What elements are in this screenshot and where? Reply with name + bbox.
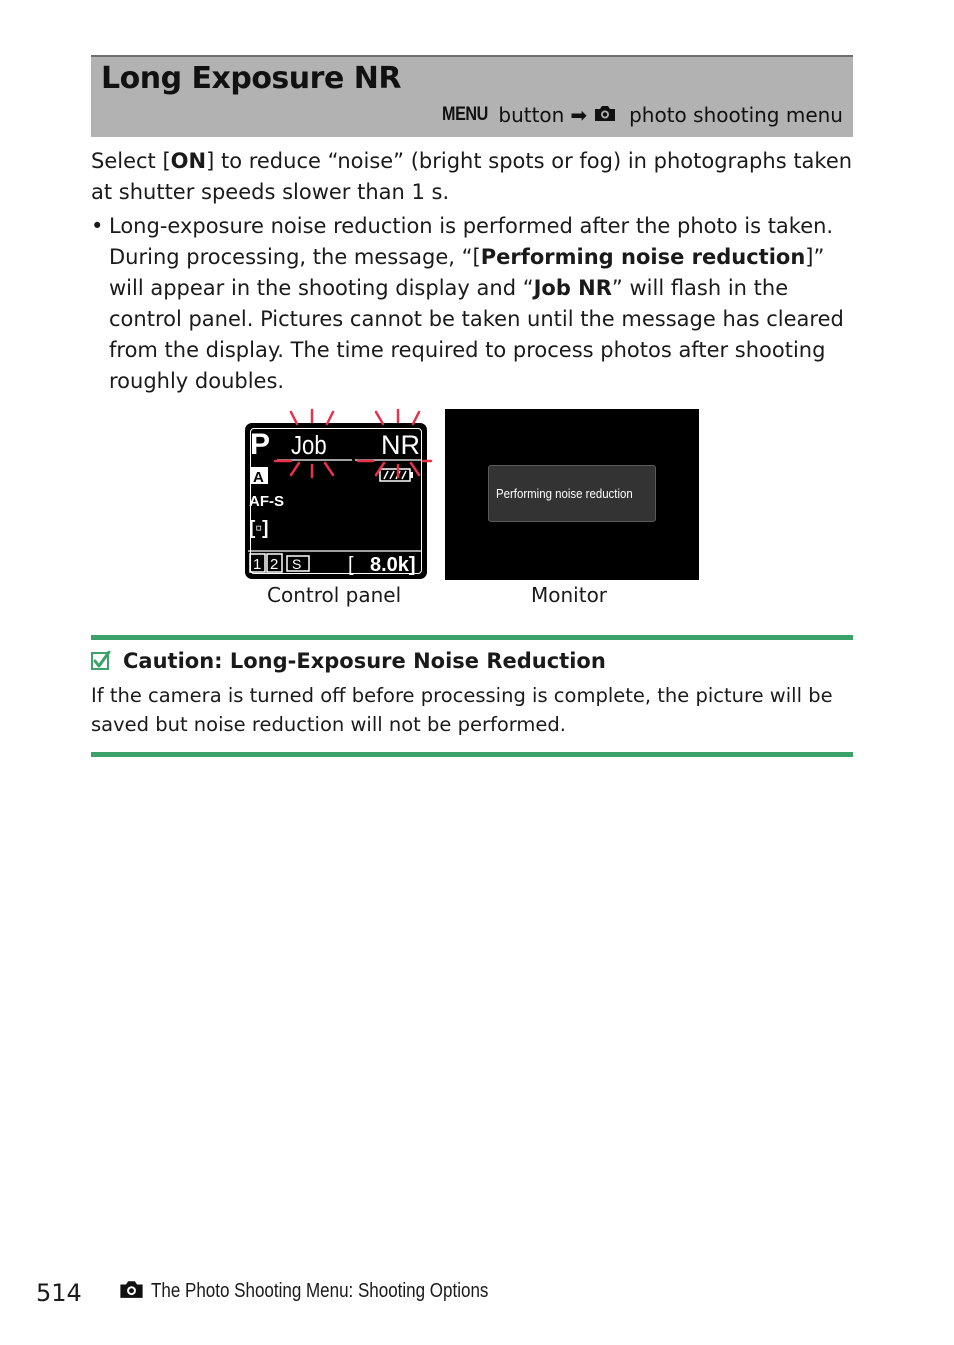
page-number: 514 <box>36 1279 82 1307</box>
check-icon <box>91 651 111 671</box>
mode-p: P <box>250 428 271 461</box>
bullet-dot: • <box>91 214 104 238</box>
header-bar <box>91 55 853 137</box>
on-option: ON <box>170 149 207 173</box>
button-word: button <box>498 103 565 127</box>
caution-note <box>91 635 853 757</box>
arrow-icon: ➡ <box>570 103 588 127</box>
slot1: 1 <box>253 556 262 573</box>
af-mode: AF-S <box>249 493 284 510</box>
bracket-left: [ <box>348 554 354 576</box>
nr-text: NR <box>381 430 420 460</box>
performing-noise-reduction-label: Performing noise reduction <box>480 245 806 269</box>
bullet-text-c: ” will flash in the control panel. Pictures cannot be taken until the message has cleared from the display. The time required to process photos after shooting roughly doubles. <box>109 276 844 393</box>
monitor-message: Performing noise reduction <box>496 486 633 501</box>
a-icon: A <box>253 469 264 486</box>
monitor-illustration <box>445 409 699 580</box>
note-text: If the camera is turned off before processing is complete, the picture will be saved but noise reduction will not be performed. <box>91 684 833 736</box>
note-title-text: Caution: Long-Exposure Noise Reduction <box>123 649 606 673</box>
s-icon: S <box>292 556 302 572</box>
footer-section-label: The Photo Shooting Menu: Shooting Options <box>151 1280 489 1302</box>
intro-text-2: ] to reduce “noise” (bright spots or fog) in photographs taken at shutter speeds slower than 1 s. <box>91 149 853 204</box>
camera-icon <box>118 1279 145 1304</box>
menu-button-icon: MENU <box>442 104 489 125</box>
metering-icon: [▫] <box>249 518 269 539</box>
remaining-count: 8.0k] <box>370 554 416 576</box>
flash-rays <box>245 409 427 489</box>
camera-icon <box>593 103 617 127</box>
bullet-text-a: Long-exposure noise reduction is performed after the photo is taken. During processing, the message, “[ <box>109 214 834 269</box>
bullet-text <box>109 211 861 397</box>
menu-path <box>438 103 843 127</box>
slot2: 2 <box>270 556 279 573</box>
bullet-item <box>91 211 861 397</box>
caption-monitor: Monitor <box>531 583 608 607</box>
job-text: Job <box>291 431 327 461</box>
intro-paragraph <box>91 146 861 208</box>
footer-section <box>118 1279 548 1304</box>
bullet-text-b: ]” will appear in the shooting display and “ <box>109 245 825 300</box>
monitor-message-box <box>488 465 656 522</box>
caption-control-panel: Control panel <box>267 583 402 607</box>
job-nr-label: Job NR <box>533 276 612 300</box>
intro-text-1: Select [ <box>91 149 171 173</box>
note-title <box>91 649 606 673</box>
page-title: Long Exposure NR <box>101 61 401 96</box>
menu-name: photo shooting menu <box>629 103 843 127</box>
